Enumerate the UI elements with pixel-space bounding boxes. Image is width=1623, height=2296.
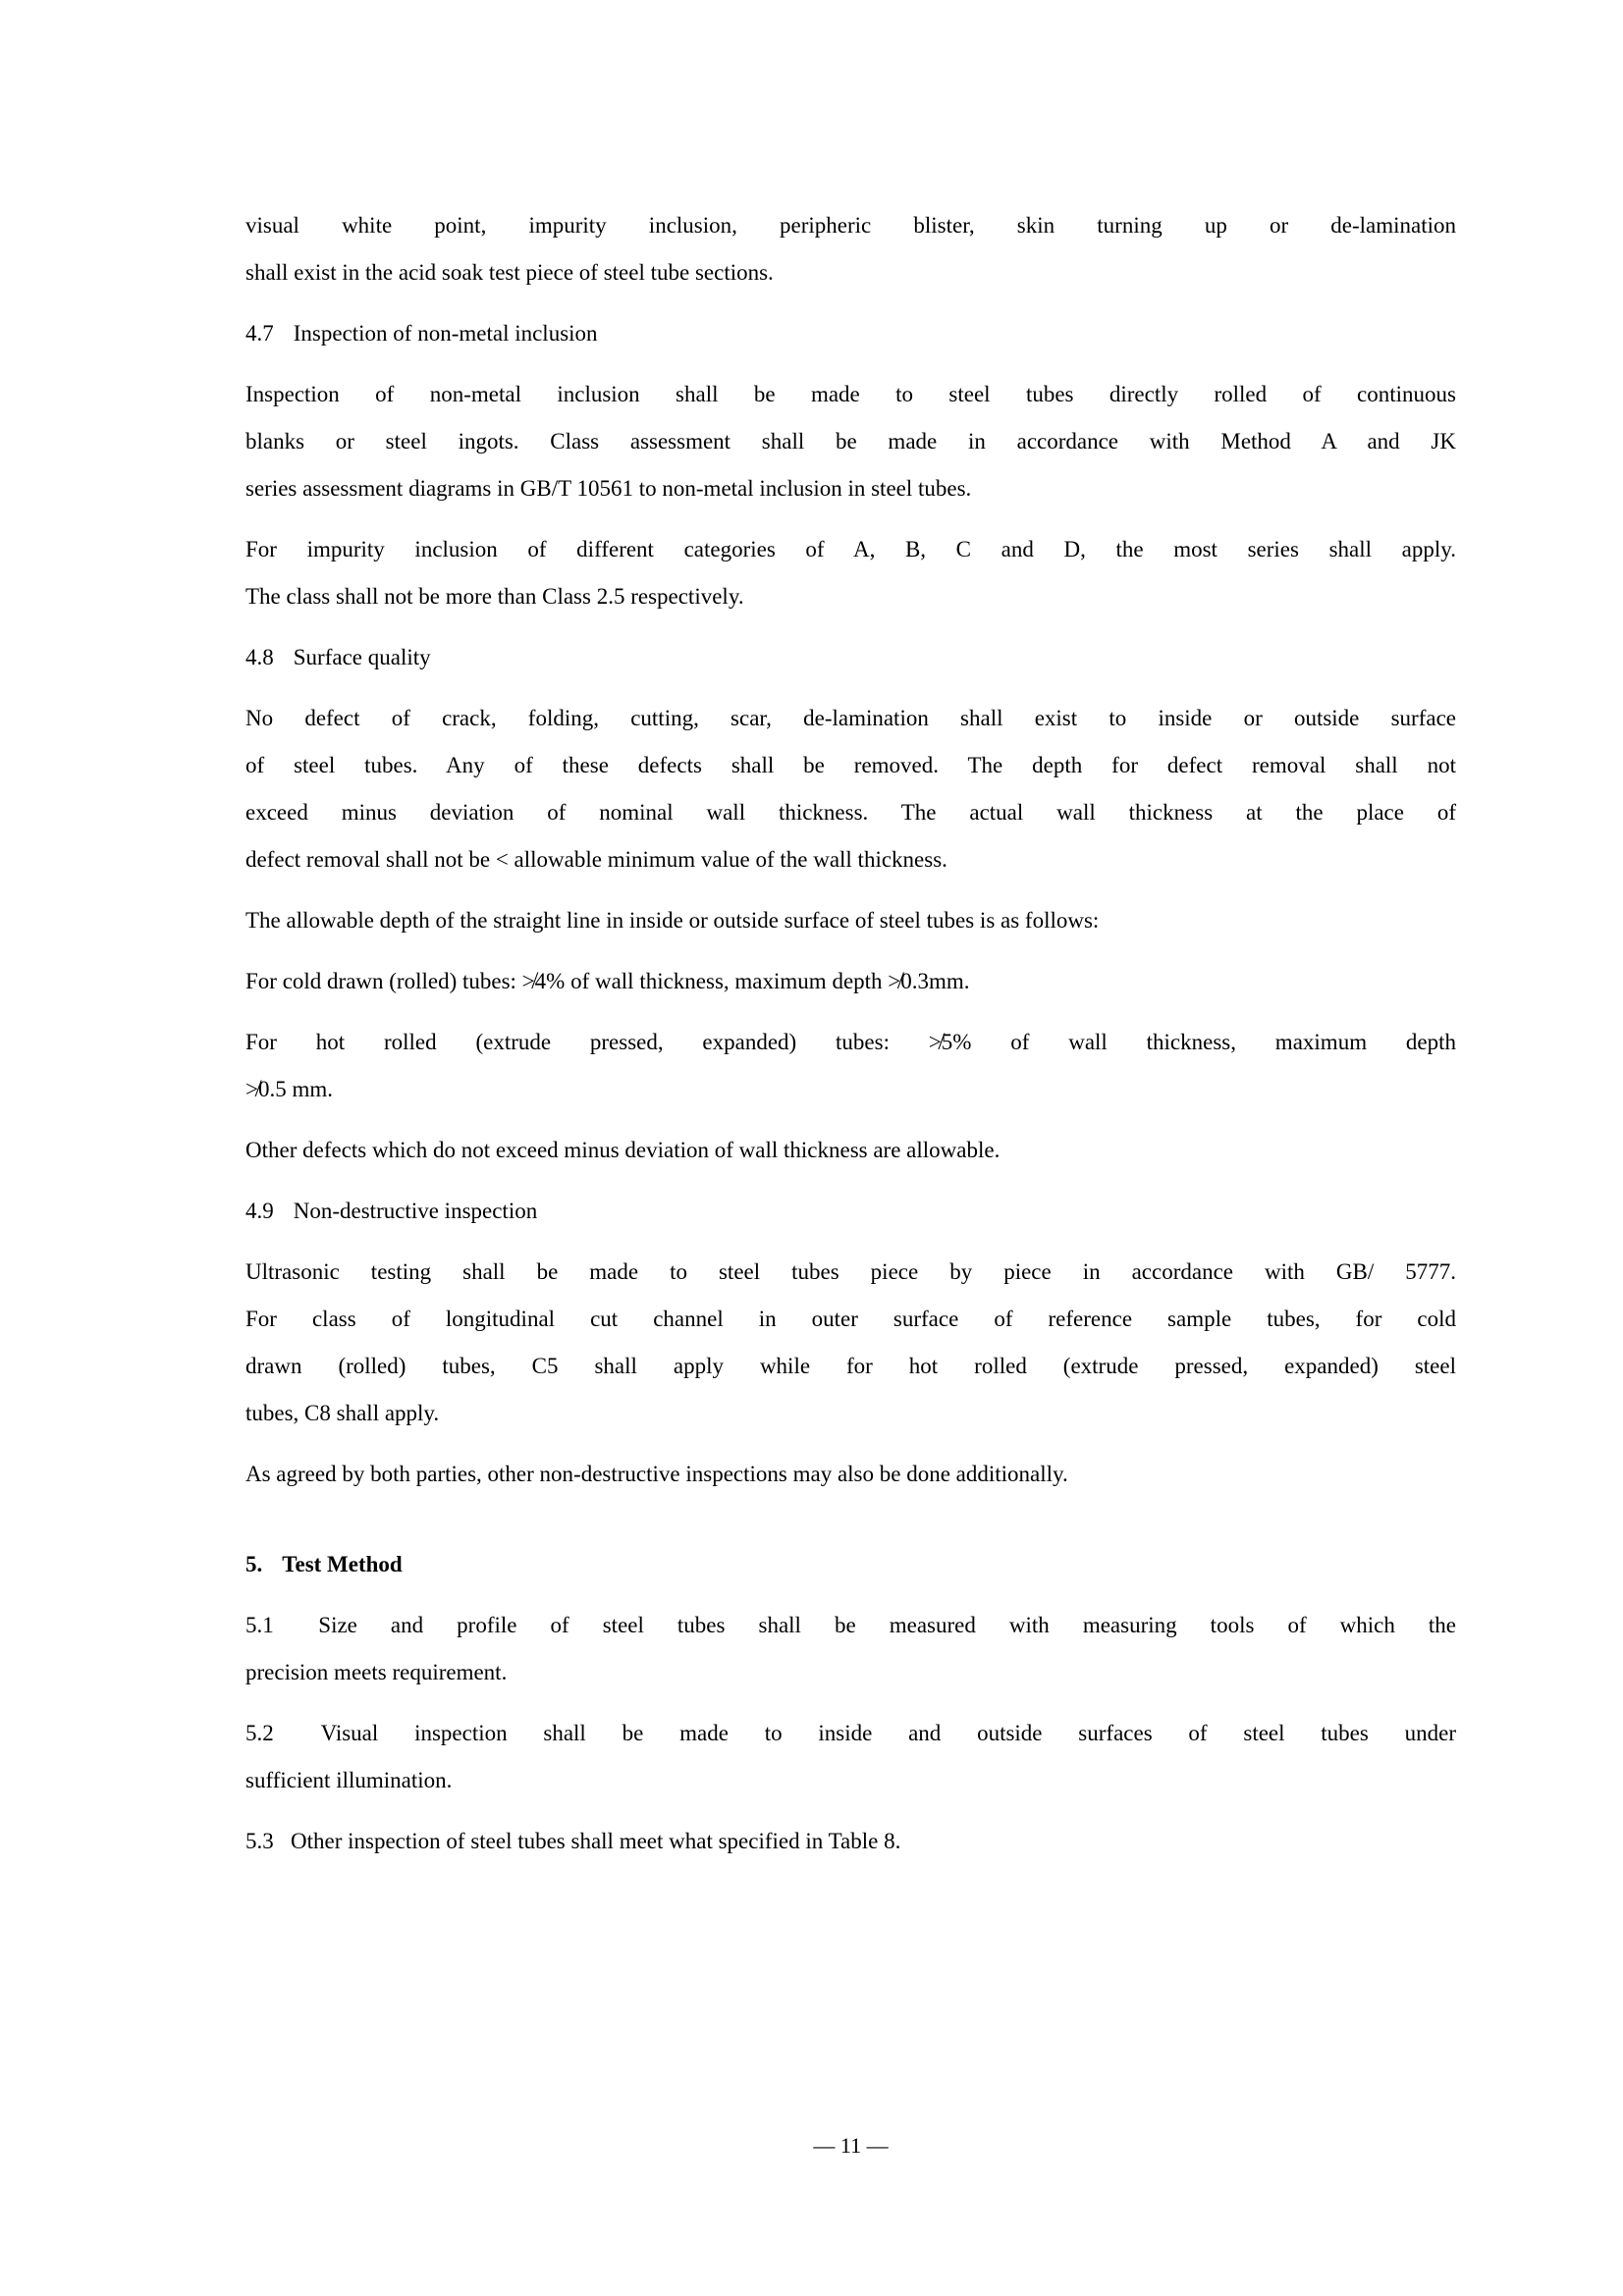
heading-title: Surface quality (293, 645, 431, 669)
heading-number: 4.8 (245, 645, 274, 669)
paragraph (245, 1818, 1456, 1865)
text-line: 5.1 Size and profile of steel tubes shall be measured with measuring tools of which the (245, 1613, 1456, 1637)
paragraph (245, 1451, 1456, 1498)
text-line: 5.2 Visual inspection shall be made to inside and outside surfaces of steel tubes under (245, 1721, 1456, 1745)
text-line: visual white point, impurity inclusion, peripheric blister, skin turning up or de-lamination (245, 213, 1456, 238)
paragraph (245, 958, 1456, 1005)
text-line: drawn (rolled) tubes, C5 shall apply while for hot rolled (extrude pressed, expanded) steel (245, 1354, 1456, 1378)
heading-number: 4.9 (245, 1199, 274, 1223)
text-line: of steel tubes. Any of these defects shall be removed. The depth for defect removal shall not (245, 753, 1456, 777)
text-line: For class of longitudinal cut channel in outer surface of reference sample tubes, for cold (245, 1307, 1456, 1331)
page-number: — 11 — (813, 2133, 889, 2158)
text-line: No defect of crack, folding, cutting, scar, de-lamination shall exist to inside or outside surface (245, 706, 1456, 730)
page-footer (245, 2122, 1456, 2169)
heading-title: Inspection of non-metal inclusion (293, 321, 598, 346)
paragraph (245, 1249, 1456, 1437)
text-line: defect removal shall not be < allowable minimum value of the wall thickness. (245, 847, 947, 872)
text-line: shall exist in the acid soak test piece of steel tube sections. (245, 260, 774, 285)
paragraph (245, 1710, 1456, 1804)
paragraph (245, 1127, 1456, 1174)
document-body (245, 188, 1456, 1879)
paragraph (245, 202, 1456, 296)
paragraph (245, 1602, 1456, 1696)
text-line: sufficient illumination. (245, 1768, 453, 1792)
text-line: Other defects which do not exceed minus deviation of wall thickness are allowable. (245, 1138, 1001, 1162)
text-line: precision meets requirement. (245, 1660, 508, 1684)
text-line: Ultrasonic testing shall be made to steel tubes piece by piece in accordance with GB/ 5777. (245, 1259, 1456, 1284)
paragraph (245, 371, 1456, 512)
heading-number: 4.7 (245, 321, 274, 346)
heading-4-9 (245, 1188, 1456, 1235)
text-line: blanks or steel ingots. Class assessment shall be made in accordance with Method A and JK (245, 429, 1456, 454)
text-line: ≯0.5 mm. (245, 1077, 334, 1101)
heading-4-7 (245, 310, 1456, 357)
text-line: tubes, C8 shall apply. (245, 1401, 440, 1425)
paragraph (245, 526, 1456, 620)
heading-4-8 (245, 634, 1456, 681)
text-line: For cold drawn (rolled) tubes: ≯4% of wall thickness, maximum depth ≯0.3mm. (245, 969, 970, 993)
heading-title: Non-destructive inspection (293, 1199, 538, 1223)
text-line: 5.3 Other inspection of steel tubes shall meet what specified in Table 8. (245, 1829, 901, 1853)
text-line: For impurity inclusion of different categories of A, B, C and D, the most series shall apply. (245, 537, 1456, 561)
text-line: series assessment diagrams in GB/T 10561 to non-metal inclusion in steel tubes. (245, 476, 972, 501)
paragraph (245, 1019, 1456, 1113)
text-line: exceed minus deviation of nominal wall thickness. The actual wall thickness at the place of (245, 800, 1456, 825)
heading-title: Test Method (282, 1552, 403, 1576)
text-line: As agreed by both parties, other non-destructive inspections may also be done additionally. (245, 1462, 1068, 1486)
paragraph (245, 897, 1456, 944)
text-line: The allowable depth of the straight line in inside or outside surface of steel tubes is as follows: (245, 908, 1100, 933)
heading-5 (245, 1541, 1456, 1588)
text-line: Inspection of non-metal inclusion shall be made to steel tubes directly rolled of continuous (245, 382, 1456, 406)
paragraph (245, 695, 1456, 883)
text-line: The class shall not be more than Class 2.5 respectively. (245, 584, 744, 609)
text-line: For hot rolled (extrude pressed, expanded) tubes: ≯5% of wall thickness, maximum depth (245, 1030, 1456, 1054)
heading-number: 5. (245, 1552, 263, 1576)
